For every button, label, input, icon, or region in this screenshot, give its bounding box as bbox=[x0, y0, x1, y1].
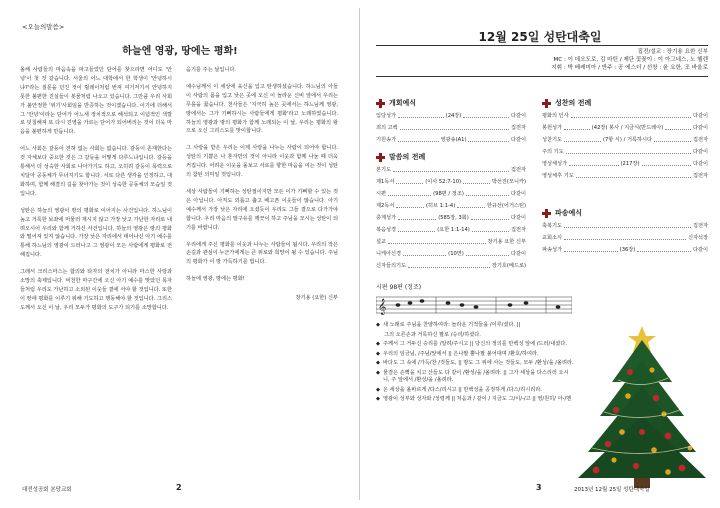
word-order bbox=[376, 164, 526, 272]
lyric-verse bbox=[376, 322, 574, 330]
order-row bbox=[376, 200, 526, 212]
sermon-paragraph: 올해 사람들의 마음속을 파고들었던 단어를 찾으라면 어디도 '안녕'이 첫 것 같습니다. 서울의 어느 대학에서 한 학생이 '안녕하시냐?'라는 질문을 던진 것이 릴레이처럼 번져 여기저기서 안녕하지 못한 불편한 진실들이 봇물처럼 나오고 있습니다. 그만큼 우리 사회가 불안정한 '위기'사회임을 반증하는 것이겠습니다. 이기에 더해서 그 '안녕'이라는 단어가 어느새 정치적으로 해석되고 이념적인 색깔로 덧칠해져 또 다시 진영을 가르는 단어가 되어버리는 것이 더욱 마음을 불편하게 만듭니다. bbox=[20, 67, 172, 136]
order-name: 축복기도 bbox=[542, 223, 563, 229]
order-row bbox=[376, 260, 526, 272]
verse-text: 바다도 그 속에 /가득/찬 /것들도, || 땅도 그 위에 사는 것들도, 모두 /환성/을 /올려라. bbox=[383, 360, 574, 366]
verse-bullet: ◆ bbox=[376, 396, 380, 402]
sermon-paragraph: 성탄은 하늘의 영광이 땅의 평화로 이어지는 사건입니다. 하느님이 높고 거룩한 보좌에 머물러 계시지 않고 가장 낮고 가난한 자리로 내려오시어 우리와 함께 거하신 사건입니다. 하늘의 영광은 땅의 평화와 떨어져 있지 않습니다. 가장 낮은 자리에서 태어나신 아기 예수를 통해 하느님의 영광이 드러나고 그 영광이 모든 사람에게 평화로 전해집니다. bbox=[20, 207, 172, 259]
section-opening-title bbox=[376, 98, 416, 108]
order-party: 집전자 bbox=[692, 137, 708, 143]
order-detail: (7항 식) / 거룩하시다 bbox=[602, 137, 653, 143]
opening-order bbox=[376, 110, 526, 146]
order-row bbox=[376, 110, 526, 122]
order-party: 다같이 bbox=[692, 113, 708, 119]
sermon-paragraph: 어느 사회든 갈등이 전혀 없는 사회는 없습니다. 갈등이 존재한다는 것 자체보다 중요한 것은 그 갈등을 어떻게 다루느냐입니다. 갈등을 통해서 더 성숙한 사회로 나아가기도 하고, 오히려 갈등이 폭력으로 치달아 공동체가 무너지기도 합니다. 서로 다른 생각을 인정하고, 대화하며, 함께 해결의 길을 찾아가는 것이 성숙한 공동체의 모습일 것입니다. bbox=[20, 146, 172, 197]
section-label: 말씀의 전례 bbox=[389, 153, 426, 161]
dismissal-order bbox=[542, 220, 708, 256]
order-row bbox=[376, 164, 526, 176]
order-name: 제1독서 bbox=[376, 179, 395, 185]
music-staff bbox=[376, 292, 572, 318]
section-label: 파송예식 bbox=[555, 209, 583, 217]
order-party: 다같이 bbox=[692, 125, 709, 131]
order-party: 다같이 bbox=[510, 137, 526, 143]
officiants-block bbox=[551, 48, 708, 72]
order-name: 주의 기도 bbox=[542, 149, 564, 155]
lyric-verse bbox=[376, 360, 574, 368]
section-word-title bbox=[376, 152, 425, 162]
lyric-verse bbox=[376, 396, 574, 404]
verse-bullet: ◆ bbox=[376, 386, 380, 393]
order-name: 시편 bbox=[376, 191, 387, 197]
order-party: 집전자 bbox=[510, 125, 526, 131]
psalm-label: 시편 98편 (정조) bbox=[376, 284, 422, 291]
order-row bbox=[542, 170, 708, 182]
order-detail: 영광송(A1) bbox=[440, 137, 467, 143]
section-dismissal-title bbox=[542, 208, 582, 218]
order-detail: (히브 1:1-4) bbox=[425, 203, 456, 209]
order-name: 파송성가 bbox=[542, 247, 563, 253]
sermon-column-1 bbox=[20, 66, 172, 321]
order-row bbox=[542, 146, 708, 158]
order-row bbox=[376, 212, 526, 224]
order-party: 다같이 bbox=[692, 161, 709, 167]
order-name: 설교 bbox=[376, 239, 387, 245]
verse-bullet: ◆ bbox=[376, 350, 380, 357]
cross-icon bbox=[376, 99, 385, 108]
order-detail: (36장) bbox=[619, 247, 636, 253]
order-row bbox=[376, 176, 526, 188]
order-name: 영성체성가 bbox=[542, 161, 568, 167]
order-name: 평화의 인사 bbox=[542, 113, 569, 119]
order-name: 봉헌성가 bbox=[542, 125, 563, 131]
order-party: 박선진(모니카) bbox=[491, 179, 526, 185]
left-page-number: 2 bbox=[176, 483, 182, 492]
christmas-tree-illustration bbox=[572, 320, 712, 490]
sermon-paragraph: 그래서 크리스마스는 합의와 타자의 전치가 아니라 마스한 사랑과 소망의 축제입니다. 비천한 마구간에 오신 아기 예수를 맞았던 목자들처럼 우리도 가난하고 소외된 이웃들 곁에 서야 할 것입니다. 또한 이 땅에 평화를 이루기 위해 기도하고 행동해야 할 것입니다. 그리스도께서 오신 이 날, 우리 모두가 평화의 도구가 되기를 소망합니다. bbox=[20, 269, 172, 311]
order-name: 층계성가 bbox=[376, 215, 397, 221]
sermon-closing: 하늘에 영광, 땅에는 평화! bbox=[186, 276, 245, 283]
officiant-line: 집전/설교 : 장기용 요한 신부 bbox=[637, 49, 708, 55]
verse-text: 물결은 손뼉을 치고 산들도 다 같이 /환성/을 /올려라. || 그가 세상을 다스리러 오시니, 주 앞에서 /환성/을 /올려라. bbox=[383, 369, 569, 383]
order-party: 신자석장 bbox=[687, 235, 708, 241]
order-party: 한규선(어거스틴) bbox=[486, 203, 527, 209]
order-detail: (217장) bbox=[620, 161, 640, 167]
sermon-title: 하늘엔 영광, 땅에는 평화! bbox=[122, 46, 238, 57]
order-name: 본기도 bbox=[376, 167, 392, 173]
left-footer: 대전성공회 본당교회 bbox=[22, 487, 72, 493]
order-party: 장기호(베드로) bbox=[491, 263, 526, 269]
lyric-verse bbox=[376, 351, 574, 359]
verse-bullet: ◆ bbox=[376, 360, 380, 366]
order-detail: (이사 52:7-10) bbox=[425, 179, 462, 185]
order-row bbox=[376, 236, 526, 248]
order-party: 다같이 bbox=[510, 191, 526, 197]
order-name: 교회소식 bbox=[542, 235, 563, 241]
order-row bbox=[542, 220, 708, 232]
right-footer: 2013년 12월 25일 성탄대축일 bbox=[574, 487, 650, 493]
lyric-verse bbox=[376, 387, 574, 395]
order-name: 입당성가 bbox=[376, 113, 397, 119]
right-page-number: 3 bbox=[536, 483, 542, 492]
verse-text: 새 노래로 주님을 찬양하여라: 놀라운 기적들을 /이루/셨다. || bbox=[383, 322, 521, 328]
verse-bullet: ◆ bbox=[376, 341, 380, 347]
cross-icon bbox=[542, 99, 551, 108]
order-row bbox=[376, 248, 526, 260]
cross-icon bbox=[542, 209, 551, 218]
order-name: 영성체후 기도 bbox=[542, 173, 574, 179]
verse-text: 주께서 그 거두신 승리를 /알려/주시고 || 당신의 정의를 만백성 앞에 /드러/내셨다. bbox=[383, 341, 567, 347]
sermon-paragraph: 우리에게 주신 평화를 이웃과 나누는 사람들이 됩시다. 우리의 작은 손길과 관심이 누군가에게는 큰 위로와 희망이 될 수 있습니다. 주님의 평화가 이 땅 가득하기를 빕니다. bbox=[186, 241, 338, 266]
sermon-signature: 장기용 (요한) 신부 bbox=[295, 295, 338, 302]
verse-bullet: ◆ bbox=[376, 369, 380, 376]
service-title: 12월 25일 성탄대축일 bbox=[478, 30, 602, 44]
order-party: 집전자 bbox=[692, 173, 708, 179]
verse-text: 온 세상을 올바르게 /다스/리시고 || 만백성을 공정하게 /다스/리시리라. bbox=[383, 386, 542, 393]
section-label: 성찬의 전례 bbox=[555, 99, 592, 107]
order-party: 다같이 bbox=[692, 247, 709, 253]
lyric-verse bbox=[376, 332, 574, 340]
order-row bbox=[542, 244, 708, 256]
sermon-paragraph: 그 사랑을 받은 우리는 이제 사랑을 나누는 사람이 되어야 합니다. 성탄의 기쁨은 나 혼자만의 것이 아니라 이웃과 함께 나눌 때 더욱 커집니다. 어려운 이웃을 돌보고 서로를 향한 마음을 여는 것이 성탄의 참된 의미일 것입니다. bbox=[186, 145, 338, 179]
section-label: 개회예식 bbox=[389, 99, 417, 107]
sermon-paragraph: 음기를 주는 날입니다. bbox=[186, 67, 237, 73]
order-name: 기원송가 bbox=[376, 137, 397, 143]
order-name: 복음성경 bbox=[376, 227, 397, 233]
order-row bbox=[542, 122, 708, 134]
officiant-line: 지휘 : 박 베레미아 / 반주 : 공 에스더 / 선창 : 윤 요한, 조 바울로 bbox=[551, 65, 708, 71]
order-detail: (585장, 3회) bbox=[438, 215, 469, 221]
order-name: 죄의 고백 bbox=[376, 125, 398, 131]
order-party: 집전자 bbox=[510, 227, 527, 233]
verse-text: 영광이 성부와 성자와 /성령께 || 처음과 / 같이 / 지금도 그/이/-/고 || 영/원히/ 아-/멘 bbox=[383, 396, 572, 402]
order-party: 다같이 bbox=[692, 149, 708, 155]
psalm-lyrics bbox=[376, 322, 574, 406]
order-name: 신자들의기도 bbox=[376, 263, 407, 269]
order-row bbox=[542, 158, 708, 170]
order-row bbox=[542, 134, 708, 146]
svg-text:𝄞: 𝄞 bbox=[378, 299, 387, 315]
order-name: 제2독서 bbox=[376, 203, 395, 209]
order-row bbox=[376, 224, 526, 236]
sermon-column-2 bbox=[186, 66, 338, 303]
title-rule bbox=[376, 45, 708, 46]
order-detail: (98편 / 정조) bbox=[433, 191, 464, 197]
order-detail: (42장) 봉사 / 지금식(반드레아) bbox=[591, 125, 664, 131]
cross-icon bbox=[376, 153, 385, 162]
verse-text: 그의 오른손과 거룩하신 팔로 /승리/하셨다. bbox=[384, 331, 481, 338]
order-row bbox=[542, 232, 708, 244]
page-divider bbox=[359, 8, 360, 500]
verse-bullet: ◆ bbox=[376, 322, 380, 328]
order-party: 장기용 요한 신부 bbox=[487, 239, 526, 245]
order-name: 니케아신경 bbox=[376, 251, 402, 257]
order-detail: (24장) bbox=[445, 113, 462, 119]
sermon-paragraph: 예수님께서 이 세상에 육신을 입고 탄생하셨습니다. 하느님의 아들이 사람의 몸을 입고 낮은 곳에 오신 이 놀라운 신비 앞에서 우리는 무릎을 꿇습니다. 천사들은 '지극히 높은 곳에서는 하느님께 영광, 땅에서는 그가 기뻐하시는 사람들에게 평화'라고 노래하였습니다. 하늘의 영광과 땅의 평화가 함께 노래되는 이 날, 우리는 평화의 왕으로 오신 그리스도를 맞이합니다. bbox=[186, 83, 338, 135]
header-rule bbox=[376, 76, 708, 77]
order-party: 다같이 bbox=[510, 251, 526, 257]
sermon-paragraph: 세상 사람들이 기뻐하는 성탄절이지만 모든 이가 기뻐할 수 있는 것은 아닙니다. 아직도 외롭고 춥고 배고픈 이웃들이 많습니다. 아기 예수께서 가장 낮은 자리에 오셨듯이 우리도 그들 곁으로 다가가야 합니다. 우리 마음의 말구유를 깨끗이 하고 주님을 모시는 성탄이 되기를 바랍니다. bbox=[186, 188, 338, 231]
lyric-verse bbox=[376, 370, 574, 385]
order-detail: (요한 1:1-14) bbox=[437, 227, 470, 233]
eucharist-order bbox=[542, 110, 708, 182]
officiant-line: MC : 이 데오도로, 김 마틴 / 제단 꽃꽂이 : 이 아그네스, 노 헬렌 bbox=[553, 57, 708, 63]
order-name: 성찬기도 bbox=[542, 137, 563, 143]
order-row bbox=[376, 188, 526, 200]
sermon-tag: <오늘의말씀> bbox=[22, 23, 65, 31]
section-eucharist-title bbox=[542, 98, 591, 108]
lyric-verse bbox=[376, 341, 574, 349]
verse-text: 우리의 임금님, /주님/앞에서 || 은나팔 뿔나팔 불어대며 /환호/하여라. bbox=[383, 350, 539, 357]
order-party: 다같이 bbox=[510, 113, 527, 119]
order-row bbox=[542, 110, 708, 122]
order-party: 다같이 bbox=[510, 215, 527, 221]
order-row bbox=[376, 134, 526, 146]
order-detail: (10면) bbox=[448, 251, 464, 257]
order-row bbox=[376, 122, 526, 134]
order-party: 집전자 bbox=[692, 223, 708, 229]
order-party: 집전자 bbox=[510, 167, 526, 173]
